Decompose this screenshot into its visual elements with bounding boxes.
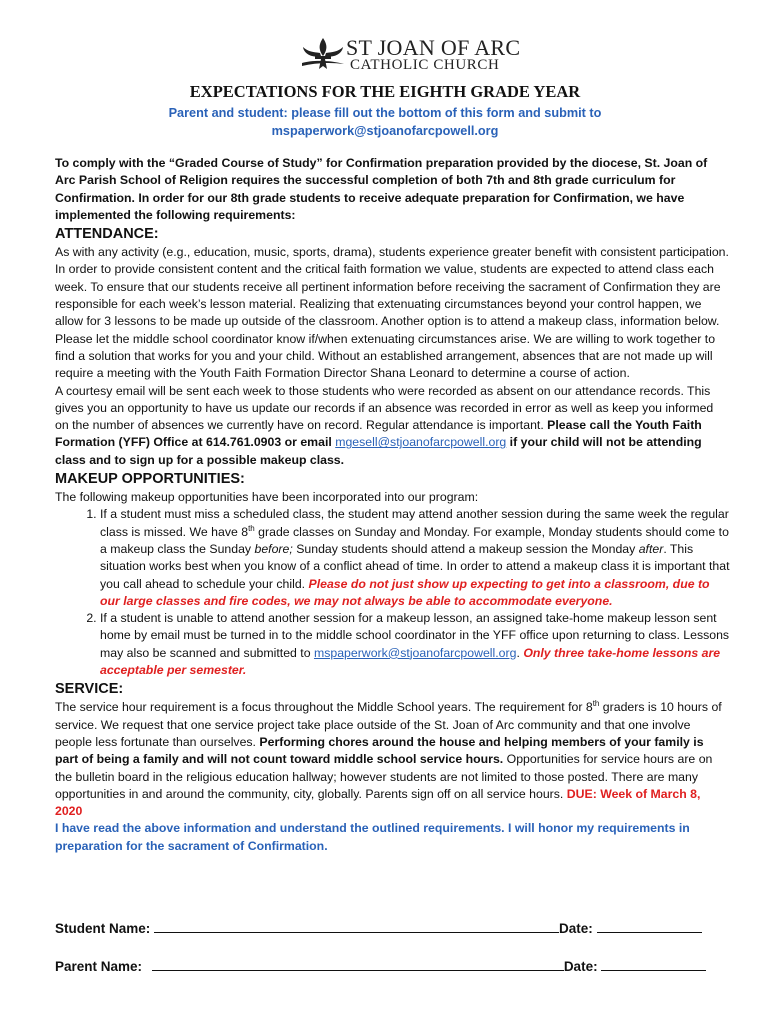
makeup-item-1-text-d: . This situation works best when you know of a conflict ahead of time. In order to attend a makeup class it is important that you call ahead to schedule your child. bbox=[100, 541, 730, 591]
student-date-field[interactable] bbox=[597, 918, 702, 933]
before-emphasis: before; bbox=[254, 541, 293, 556]
ordinal-suffix: th bbox=[248, 523, 255, 533]
ordinal-suffix: th bbox=[592, 699, 600, 709]
submission-instructions bbox=[0, 104, 770, 140]
makeup-item-2-text: If a student is unable to attend another session for a makeup lesson, an assigned take-home makeup lesson sent home by email must be turned in to the middle school coordinator in the YFF office upon returning to class. Lessons may also be scanned and submitted to bbox=[100, 611, 730, 660]
makeup-item-1-text-c: Sunday students should attend a makeup session the Monday bbox=[292, 541, 639, 556]
attendance-call-text-end: if your child will not be attending class and to sign up for a possible makeup class. bbox=[55, 435, 702, 467]
after-emphasis: after bbox=[638, 541, 664, 556]
service-text-b: graders is 10 hours of service. We request that one service project take place outside of the St. Joan of Arc community and that one involve people less fortunate than ourselves. bbox=[55, 700, 722, 749]
yff-email-link[interactable]: mgesell@stjoanofarcpowell.org bbox=[335, 435, 507, 450]
makeup-item-2-text-b: . bbox=[516, 645, 524, 660]
take-home-limit-warning: Only three take-home lessons are acceptable per semester. bbox=[100, 645, 721, 678]
service-text-c: Opportunities for service hours are on the bulletin board in the religious education hallway; however students are not limited to those posted. There are many opportunities in and around the community, city, globally. Parents sign off on all service hours. bbox=[55, 752, 713, 801]
attendance-paragraph-2 bbox=[55, 383, 730, 469]
document-body bbox=[55, 155, 730, 855]
page-title: EXPECTATIONS FOR THE EIGHTH GRADE YEAR bbox=[189, 82, 581, 101]
parent-date-label: Date: bbox=[563, 959, 598, 974]
parent-name-field[interactable] bbox=[152, 956, 564, 971]
makeup-heading: MAKEUP OPPORTUNITIES: bbox=[55, 471, 245, 488]
makeup-item-1 bbox=[100, 506, 730, 610]
logo-title: ST JOAN OF ARC bbox=[346, 35, 521, 60]
service-heading: SERVICE: bbox=[55, 681, 124, 698]
student-name-label: Student Name: bbox=[55, 921, 151, 936]
makeup-list bbox=[55, 506, 730, 679]
subtitle-line-1: Parent and student: please fill out the bottom of this form and submit to bbox=[168, 106, 602, 120]
student-date-label: Date: bbox=[559, 921, 593, 936]
student-signature-row bbox=[55, 918, 702, 936]
makeup-warning: Please do not just show up expecting to get into a classroom, due to our large classes and fire codes, we may not always be able to accommodate everyone. bbox=[100, 576, 710, 608]
church-logo bbox=[300, 35, 521, 76]
makeup-item-1-text: If a student must miss a scheduled class, the student may attend another session during the same week the regular class is missed. We have 8 bbox=[100, 507, 729, 539]
attendance-heading: ATTENDANCE: bbox=[55, 226, 159, 243]
makeup-lead: The following makeup opportunities have been incorporated into our program: bbox=[55, 490, 479, 505]
paperwork-email-link[interactable]: mspaperwork@stjoanofarcpowell.org bbox=[313, 645, 517, 660]
attendance-paragraph-1: As with any activity (e.g., education, music, sports, drama), students experience greater benefit with consistent participation. In order to provide consistent content and the critical faith formation we value, students are expected to attend class each week. To ensure that our students receive all pertinent information before receiving the sacrament of Confirmation they are responsible for each week’s lesson material. Realizing that extenuating circumstances beyond your control happen, we allow for 3 lessons to be made up outside of the classroom. Another option is to attend a makeup class, information below. Please let the middle school coordinator know if/when extenuating circumstances arise. We are willing to work together to find a solution that works for you and your child. Without an established arrangement, absences that are not made up will require a meeting with the Youth Faith Formation Director Shana Leonard to determine a course of action. bbox=[55, 245, 729, 381]
makeup-item-1-text-b: grade classes on Sunday and Monday. For example, Monday students should come to a makeup class the Sunday bbox=[100, 524, 729, 556]
makeup-item-2 bbox=[100, 610, 730, 679]
service-paragraph bbox=[55, 699, 730, 820]
service-text-a: The service hour requirement is a focus throughout the Middle School years. The requirement for 8 bbox=[55, 700, 593, 715]
student-name-field[interactable] bbox=[154, 918, 559, 933]
parent-date-field[interactable] bbox=[601, 956, 706, 971]
logo-subtitle: CATHOLIC CHURCH bbox=[350, 57, 500, 73]
due-date: DUE: Week of March 8, 2020 bbox=[55, 786, 701, 819]
parent-name-label: Parent Name: bbox=[55, 959, 143, 974]
attendance-text: A courtesy email will be sent each week to those students who were recorded as absent on our attendance records. This gives you an opportunity to have us update our records if an absence was recorded in error as well as keep you informed on the number of absences we currently have on record. Regular attendance is important. bbox=[55, 383, 714, 433]
chores-notice: Performing chores around the house and helping members of your family is part of being a family and will not count toward middle school service hours. bbox=[55, 734, 704, 767]
parent-signature-row bbox=[55, 956, 706, 974]
acknowledgement-statement: I have read the above information and understand the outlined requirements. I will honor my requirements in preparation for the sacrament of Confirmation. bbox=[55, 821, 690, 853]
fleur-de-lis-icon bbox=[300, 36, 346, 72]
submission-email: mspaperwork@stjoanofarcpowell.org bbox=[271, 124, 499, 138]
attendance-call-text: Please call the Youth Faith Formation (YFF) Office at 614.761.0903 or email bbox=[55, 418, 702, 450]
intro-paragraph: To comply with the “Graded Course of Study” for Confirmation preparation provided by the diocese, St. Joan of Arc Parish School of Religion requires the successful completion of both 7th and 8th grade curriculum for Confirmation. In order for our 8th grade students to receive adequate preparation for Confirmation, we have implemented the following requirements: bbox=[55, 156, 708, 222]
